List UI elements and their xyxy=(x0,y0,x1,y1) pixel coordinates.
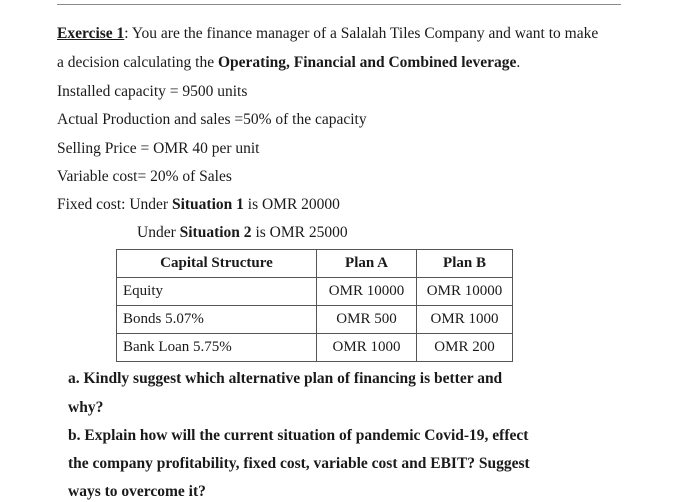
top-rule xyxy=(57,4,621,5)
question-b-line-2: the company profitability, fixed cost, variable cost and EBIT? Suggest xyxy=(68,455,530,472)
exercise-intro-line-1 xyxy=(57,24,598,44)
installed-capacity: Installed capacity = 9500 units xyxy=(57,83,248,100)
intro-b-suffix: . xyxy=(516,54,521,71)
plan-a-value: OMR 10000 xyxy=(317,278,417,306)
fixed-cost-2-prefix: Under xyxy=(137,224,180,241)
header-capital-structure: Capital Structure xyxy=(117,250,317,278)
fixed-cost-1-prefix: Fixed cost: Under xyxy=(57,196,172,213)
plan-b-value: OMR 10000 xyxy=(417,278,513,306)
plan-a-value: OMR 500 xyxy=(317,306,417,334)
plan-a-value: OMR 1000 xyxy=(317,334,417,362)
selling-price: Selling Price = OMR 40 per unit xyxy=(57,140,260,157)
exercise-intro-text: : You are the finance manager of a Salalah Tiles Company and want to make xyxy=(124,25,599,42)
table-row xyxy=(117,278,513,306)
fixed-cost-1-value: is OMR 20000 xyxy=(243,196,340,213)
plan-b-value: OMR 1000 xyxy=(417,306,513,334)
variable-cost: Variable cost= 20% of Sales xyxy=(57,168,232,185)
question-a-line-1: a. Kindly suggest which alternative plan of financing is better and xyxy=(68,370,503,387)
header-plan-a: Plan A xyxy=(317,250,417,278)
row-label: Bank Loan 5.75% xyxy=(117,334,317,362)
fixed-cost-2-value: is OMR 25000 xyxy=(251,224,348,241)
situation-1-label: Situation 1 xyxy=(171,196,244,213)
plan-b-value: OMR 200 xyxy=(417,334,513,362)
table-row xyxy=(117,306,513,334)
row-label: Bonds 5.07% xyxy=(117,306,317,334)
situation-2-label: Situation 2 xyxy=(179,224,252,241)
table-header-row xyxy=(117,250,513,278)
fixed-cost-situation-2 xyxy=(137,223,348,243)
exercise-intro-line-2 xyxy=(57,53,520,73)
leverage-types: Operating, Financial and Combined leverage xyxy=(217,54,517,71)
row-label: Equity xyxy=(117,278,317,306)
actual-production: Actual Production and sales =50% of the capacity xyxy=(57,111,367,128)
intro-b-prefix: a decision calculating the xyxy=(57,54,218,71)
question-b-line-1: b. Explain how will the current situation of pandemic Covid-19, effect xyxy=(68,427,529,444)
capital-structure-table xyxy=(116,249,513,362)
exercise-label: Exercise 1 xyxy=(57,25,125,42)
fixed-cost-situation-1 xyxy=(57,195,340,215)
question-b-line-3: ways to overcome it? xyxy=(68,483,206,500)
header-plan-b: Plan B xyxy=(417,250,513,278)
table-row xyxy=(117,334,513,362)
question-a-line-2: why? xyxy=(68,399,104,416)
